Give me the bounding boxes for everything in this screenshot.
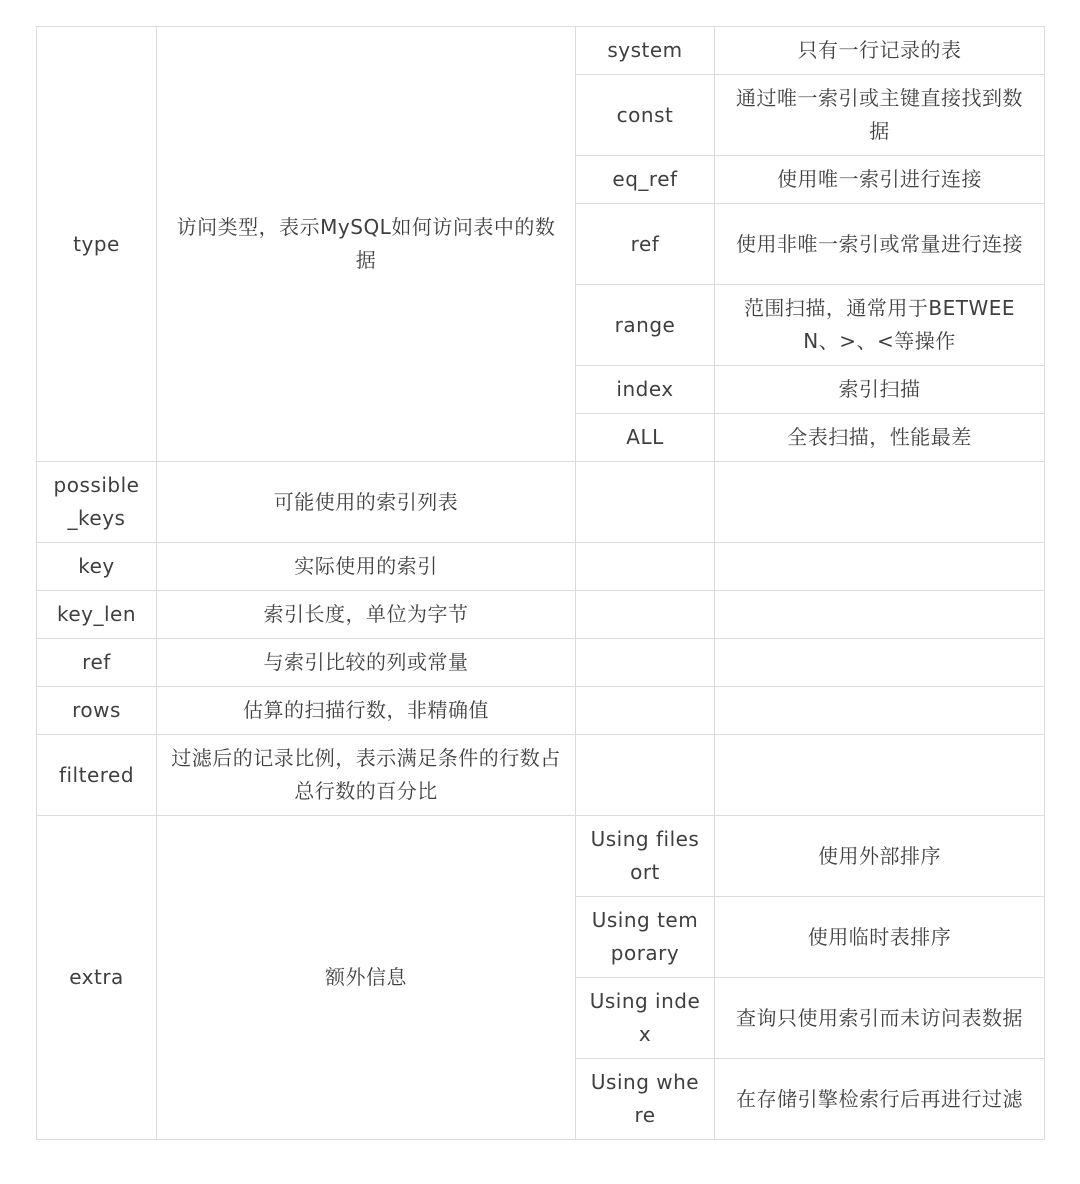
empty-cell (576, 543, 715, 591)
empty-cell (576, 639, 715, 687)
type-meaning: 使用唯一索引进行连接 (715, 156, 1045, 204)
table-row (37, 687, 1045, 735)
extra-value: Using where (576, 1059, 715, 1140)
type-value: ref (576, 204, 715, 285)
empty-cell (576, 735, 715, 816)
table-row (37, 462, 1045, 543)
field-name-type: type (37, 27, 157, 462)
field-name: key (37, 543, 157, 591)
empty-cell (715, 543, 1045, 591)
field-name: filtered (37, 735, 157, 816)
empty-cell (576, 687, 715, 735)
field-name: ref (37, 639, 157, 687)
table-row (37, 639, 1045, 687)
empty-cell (715, 591, 1045, 639)
table-row (37, 816, 1045, 897)
extra-value: Using temporary (576, 897, 715, 978)
field-desc-type: 访问类型，表示MySQL如何访问表中的数据 (157, 27, 576, 462)
type-meaning: 只有一行记录的表 (715, 27, 1045, 75)
explain-columns-table (36, 26, 1045, 1140)
extra-value: Using filesort (576, 816, 715, 897)
table-row (37, 735, 1045, 816)
field-name: possible_keys (37, 462, 157, 543)
field-desc: 可能使用的索引列表 (157, 462, 576, 543)
field-desc: 实际使用的索引 (157, 543, 576, 591)
empty-cell (715, 639, 1045, 687)
type-value: index (576, 366, 715, 414)
table-row (37, 591, 1045, 639)
table-row (37, 543, 1045, 591)
type-meaning: 全表扫描，性能最差 (715, 414, 1045, 462)
extra-value: Using index (576, 978, 715, 1059)
type-value: system (576, 27, 715, 75)
empty-cell (715, 687, 1045, 735)
type-meaning: 使用非唯一索引或常量进行连接 (715, 204, 1045, 285)
type-meaning: 通过唯一索引或主键直接找到数据 (715, 75, 1045, 156)
field-desc-extra: 额外信息 (157, 816, 576, 1140)
field-name-extra: extra (37, 816, 157, 1140)
empty-cell (576, 462, 715, 543)
extra-meaning: 使用外部排序 (715, 816, 1045, 897)
type-value: const (576, 75, 715, 156)
field-name: key_len (37, 591, 157, 639)
explain-columns-table-wrapper (36, 26, 1045, 1140)
empty-cell (715, 735, 1045, 816)
extra-meaning: 在存储引擎检索行后再进行过滤 (715, 1059, 1045, 1140)
empty-cell (715, 462, 1045, 543)
type-meaning: 索引扫描 (715, 366, 1045, 414)
type-value: eq_ref (576, 156, 715, 204)
field-desc: 索引长度，单位为字节 (157, 591, 576, 639)
table-row (37, 27, 1045, 75)
type-value: range (576, 285, 715, 366)
type-value: ALL (576, 414, 715, 462)
extra-meaning: 查询只使用索引而未访问表数据 (715, 978, 1045, 1059)
field-desc: 过滤后的记录比例，表示满足条件的行数占总行数的百分比 (157, 735, 576, 816)
field-desc: 与索引比较的列或常量 (157, 639, 576, 687)
type-meaning: 范围扫描，通常用于BETWEEN、>、<等操作 (715, 285, 1045, 366)
empty-cell (576, 591, 715, 639)
field-desc: 估算的扫描行数，非精确值 (157, 687, 576, 735)
field-name: rows (37, 687, 157, 735)
extra-meaning: 使用临时表排序 (715, 897, 1045, 978)
